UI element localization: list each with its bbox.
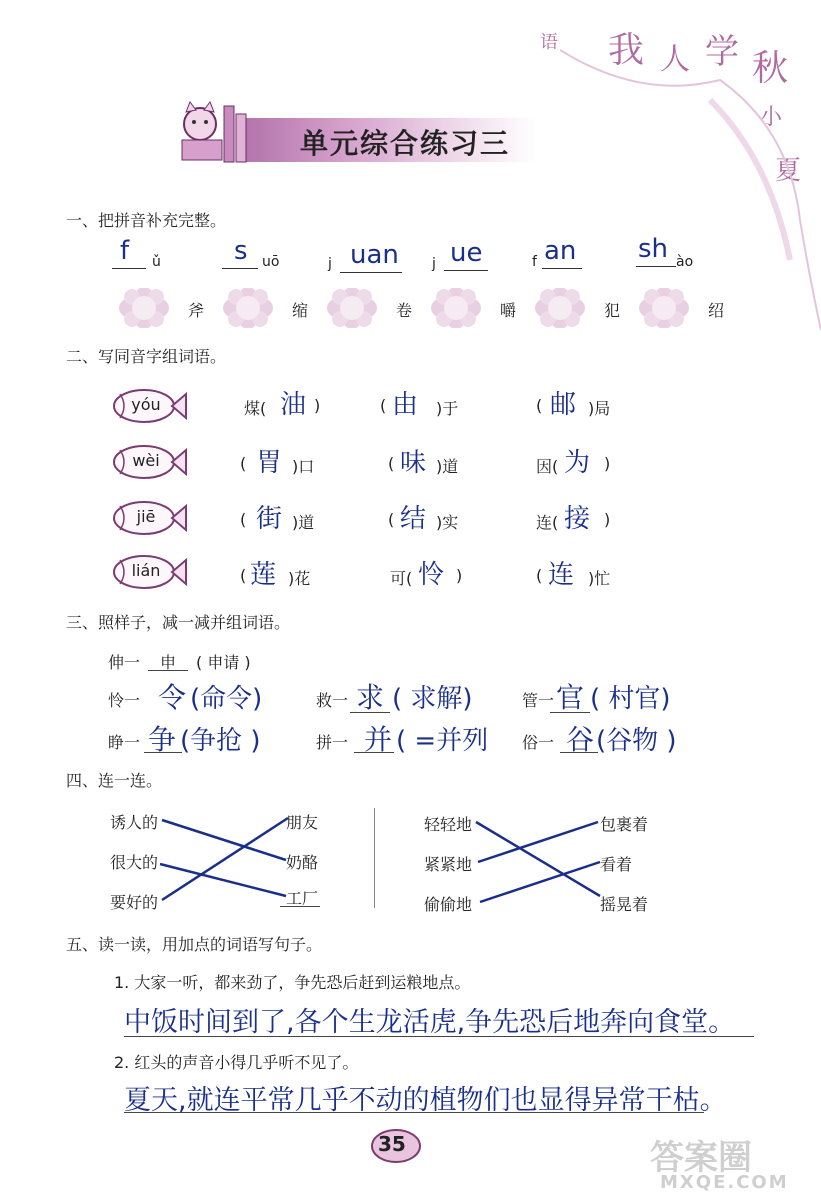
match-right-item: 看着 bbox=[600, 855, 633, 874]
match-right-item: 工厂 bbox=[286, 889, 319, 908]
page-number: 35 bbox=[378, 1132, 406, 1156]
corner-char: 我 bbox=[608, 30, 645, 71]
watermark-url: MXQE.COM bbox=[660, 1172, 789, 1193]
handwritten-answer: 求 bbox=[356, 681, 385, 714]
word-suffix: )口 bbox=[292, 457, 315, 476]
pinyin-label: yóu bbox=[131, 395, 161, 414]
word-prefix: ( bbox=[536, 566, 543, 585]
handwritten-word: ( =并列 bbox=[396, 726, 489, 756]
pinyin-prefix: f bbox=[532, 254, 537, 270]
pinyin-answer: ue bbox=[450, 238, 483, 268]
handwritten-answer: 怜 bbox=[418, 560, 445, 590]
word-prefix: 连( bbox=[536, 513, 559, 532]
word-prefix: 煤( bbox=[244, 399, 267, 418]
handwritten-answer: 结 bbox=[400, 504, 427, 534]
watermark-logo: 答案圈 bbox=[650, 1138, 752, 1178]
word-suffix: )局 bbox=[588, 399, 611, 418]
word-suffix: )实 bbox=[436, 513, 459, 532]
word-suffix: ) bbox=[314, 396, 321, 415]
section-3-heading: 三、照样子，减一减并组词语。 bbox=[66, 613, 291, 632]
answer-line bbox=[124, 1036, 754, 1037]
answer-line bbox=[124, 1112, 704, 1113]
pinyin-label: lián bbox=[131, 561, 161, 580]
handwritten-answer: 街 bbox=[256, 504, 283, 534]
word-suffix: )道 bbox=[292, 513, 315, 532]
word-suffix: )忙 bbox=[588, 569, 611, 588]
handwritten-answer: 连 bbox=[548, 560, 575, 590]
hanzi: 犯 bbox=[603, 301, 620, 320]
word-prefix: ( bbox=[536, 396, 543, 415]
pinyin-answer: s bbox=[234, 236, 248, 266]
handwritten-answer: 令 bbox=[158, 681, 187, 714]
corner-char: 语 bbox=[540, 32, 558, 53]
pinyin-label: jiē bbox=[136, 507, 156, 526]
pinyin-answer: an bbox=[544, 236, 577, 266]
char-prefix: 拼一 bbox=[316, 733, 349, 752]
char-prefix: 怜一 bbox=[108, 691, 141, 710]
handwritten-answer: 由 bbox=[392, 390, 419, 420]
handwritten-word: (命令) bbox=[190, 684, 263, 714]
page-title: 单元综合练习三 bbox=[300, 127, 511, 160]
pinyin-answer: uan bbox=[350, 240, 399, 270]
word-prefix: ( bbox=[240, 510, 247, 529]
section-2-heading: 二、写同音字组词语。 bbox=[66, 347, 227, 366]
handwritten-answer: 为 bbox=[564, 448, 591, 478]
corner-char: 人 bbox=[660, 42, 690, 77]
answer-sentence-2: 夏天,就连平常几乎不动的植物们也显得异常干枯。 bbox=[124, 1085, 727, 1116]
handwritten-answer: 味 bbox=[400, 448, 427, 478]
match-left-item: 诱人的 bbox=[110, 813, 159, 832]
pinyin-answer: sh bbox=[638, 234, 669, 264]
word-suffix: )道 bbox=[436, 457, 459, 476]
match-line bbox=[162, 820, 286, 860]
word-prefix: ( bbox=[380, 396, 387, 415]
example-word: ( 申请 ) bbox=[196, 653, 251, 672]
section-1-heading: 一、把拼音补充完整。 bbox=[66, 211, 227, 230]
example-prefix: 伸一 bbox=[108, 653, 141, 672]
hanzi: 缩 bbox=[291, 301, 308, 320]
corner-char: 小 bbox=[760, 105, 783, 130]
handwritten-answer: 并 bbox=[364, 723, 393, 756]
handwritten-word: ( 求解) bbox=[392, 684, 473, 714]
match-right-item: 摇晃着 bbox=[600, 895, 649, 914]
match-line bbox=[162, 818, 288, 900]
corner-char: 学 bbox=[705, 32, 739, 72]
handwritten-answer: 胃 bbox=[256, 448, 283, 478]
match-left-item: 很大的 bbox=[110, 853, 159, 872]
question-1: 1. 大家一听，都来劲了，争先恐后赶到运粮地点。 bbox=[114, 973, 471, 992]
word-prefix: 因( bbox=[536, 457, 559, 476]
word-prefix: ( bbox=[388, 510, 395, 529]
word-prefix: 可( bbox=[390, 569, 413, 588]
handwritten-answer: 官 bbox=[556, 681, 585, 714]
word-prefix: ( bbox=[240, 566, 247, 585]
match-left-item: 偷偷地 bbox=[424, 895, 473, 914]
word-prefix: ( bbox=[240, 454, 247, 473]
pinyin-rest: ǔ bbox=[152, 254, 161, 270]
pinyin-prefix: j bbox=[432, 256, 436, 272]
section-4-heading: 四、连一连。 bbox=[66, 771, 163, 790]
handwritten-answer: 莲 bbox=[250, 560, 277, 590]
word-suffix: ) bbox=[456, 566, 463, 585]
hanzi: 卷 bbox=[395, 301, 412, 320]
pinyin-rest: uō bbox=[262, 254, 280, 270]
match-right-item: 包裹着 bbox=[600, 815, 649, 834]
handwritten-word: (争抢 ) bbox=[180, 726, 261, 756]
hanzi: 绍 bbox=[707, 301, 724, 320]
handwritten-answer: 争 bbox=[148, 723, 177, 756]
hanzi: 嚼 bbox=[499, 301, 516, 320]
match-left-item: 轻轻地 bbox=[424, 815, 473, 834]
match-left-item: 要好的 bbox=[110, 893, 159, 912]
handwritten-word: ( 村官) bbox=[590, 684, 671, 714]
pinyin-rest: ào bbox=[676, 254, 694, 270]
match-right-item: 奶酪 bbox=[286, 853, 319, 872]
char-prefix: 管一 bbox=[522, 691, 555, 710]
handwritten-answer: 接 bbox=[564, 504, 591, 534]
char-prefix: 俗一 bbox=[522, 733, 555, 752]
match-line bbox=[160, 864, 286, 896]
example-answer: 申 bbox=[160, 653, 177, 672]
pinyin-answer: f bbox=[120, 236, 130, 266]
match-line bbox=[480, 862, 600, 902]
handwritten-answer: 谷 bbox=[566, 723, 595, 756]
word-suffix: ) bbox=[604, 454, 611, 473]
char-prefix: 救一 bbox=[316, 691, 349, 710]
word-suffix: )于 bbox=[436, 399, 459, 418]
handwritten-answer: 邮 bbox=[550, 390, 577, 420]
match-right-item: 朋友 bbox=[286, 813, 319, 832]
corner-char: 夏 bbox=[775, 156, 802, 186]
word-prefix: ( bbox=[388, 454, 395, 473]
char-prefix: 睁一 bbox=[108, 733, 141, 752]
handwritten-answer: 油 bbox=[280, 390, 307, 420]
answer-sentence-1: 中饭时间到了,各个生龙活虎,争先恐后地奔向食堂。 bbox=[124, 1007, 736, 1038]
match-line bbox=[476, 822, 600, 896]
word-suffix: )花 bbox=[288, 569, 311, 588]
question-2: 2. 红头的声音小得几乎听不见了。 bbox=[114, 1053, 359, 1072]
handwritten-word: (谷物 ) bbox=[596, 726, 677, 756]
section-5-heading: 五、读一读，用加点的词语写句子。 bbox=[66, 935, 323, 954]
pinyin-prefix: j bbox=[328, 256, 332, 272]
word-suffix: ) bbox=[604, 510, 611, 529]
pinyin-label: wèi bbox=[132, 451, 160, 470]
hanzi: 斧 bbox=[187, 301, 204, 320]
match-line bbox=[478, 822, 598, 862]
corner-char: 秋 bbox=[752, 48, 789, 89]
match-left-item: 紧紧地 bbox=[424, 855, 473, 874]
